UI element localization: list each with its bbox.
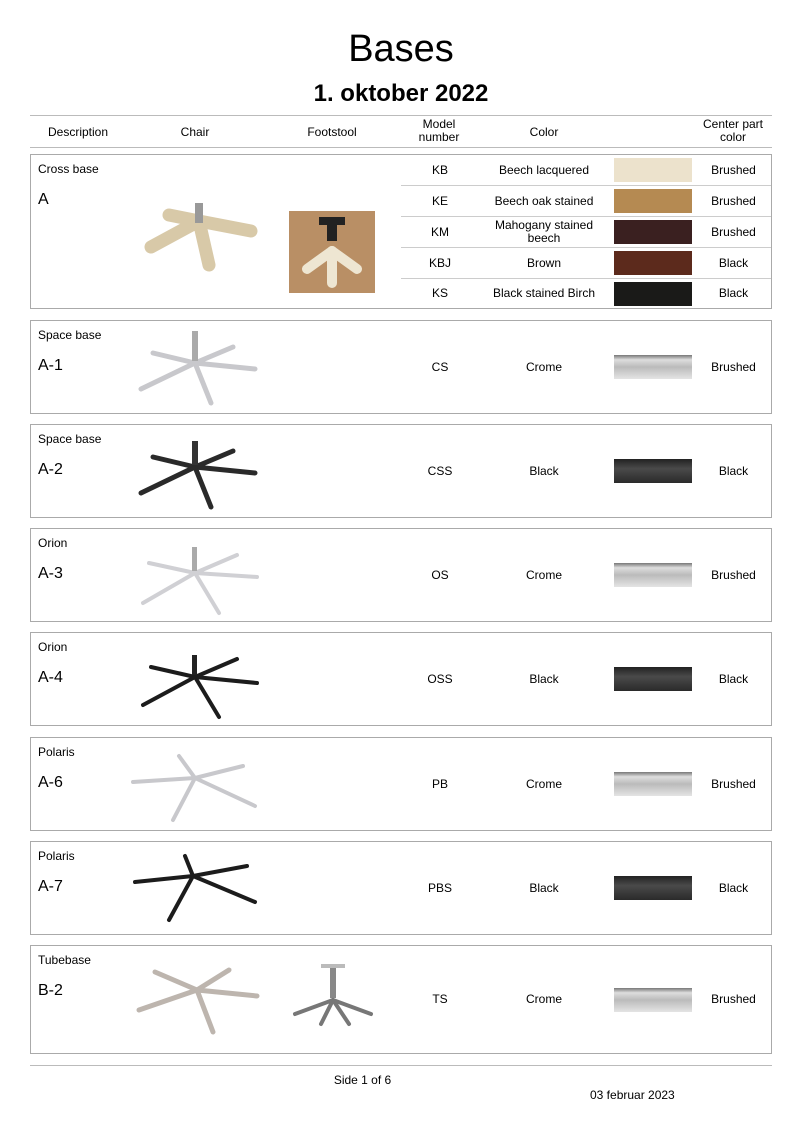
base-section-b-2 xyxy=(30,945,772,1054)
center-part-color: Black xyxy=(718,671,749,686)
base-section-a xyxy=(30,154,772,309)
page-number: Side 1 of 6 xyxy=(333,1073,392,1087)
section-label: Cross base xyxy=(38,162,99,176)
product-row xyxy=(401,842,771,934)
section-code: B-2 xyxy=(38,982,63,999)
base-section-a-4 xyxy=(30,632,772,726)
section-label: Orion xyxy=(38,536,68,550)
center-part-color: Black xyxy=(718,463,749,478)
color-name: Beech lacquered xyxy=(498,162,590,177)
model-number: KM xyxy=(431,224,449,239)
header-bottom-rule xyxy=(30,147,772,148)
product-row xyxy=(401,248,771,279)
color-swatch xyxy=(614,563,692,587)
center-part-color: Brushed xyxy=(711,359,756,374)
model-number: KB xyxy=(431,162,448,177)
center-part-color: Brushed xyxy=(711,567,756,582)
color-swatch xyxy=(614,282,692,306)
color-swatch xyxy=(614,158,692,182)
section-label: Polaris xyxy=(38,849,75,863)
color-swatch xyxy=(614,459,692,483)
model-number: KE xyxy=(431,193,448,208)
center-part-color: Brushed xyxy=(711,162,756,177)
model-number: TS xyxy=(432,992,448,1006)
col-center-part-color: Center part color xyxy=(702,117,764,144)
column-header xyxy=(30,116,772,150)
col-color: Color xyxy=(529,125,559,139)
color-name: Black xyxy=(529,880,559,895)
product-row xyxy=(401,529,771,621)
product-row xyxy=(401,155,771,186)
section-label: Orion xyxy=(38,640,68,654)
product-row xyxy=(401,279,771,308)
model-number: KS xyxy=(431,286,448,300)
section-code: A-3 xyxy=(38,565,63,582)
model-number: OS xyxy=(431,567,449,582)
section-label: Polaris xyxy=(38,745,75,759)
orion-chrome-image xyxy=(133,543,263,619)
col-description: Description xyxy=(47,125,109,139)
center-part-color: Black xyxy=(718,880,749,895)
product-row xyxy=(401,321,771,413)
color-swatch xyxy=(614,988,692,1012)
footer-date: 03 februar 2023 xyxy=(590,1088,675,1102)
model-number: CSS xyxy=(427,463,453,478)
col-chair: Chair xyxy=(180,125,210,139)
product-row xyxy=(401,633,771,725)
section-label: Space base xyxy=(38,432,102,446)
color-swatch xyxy=(614,876,692,900)
center-part-color: Brushed xyxy=(711,992,756,1006)
base-section-a-6 xyxy=(30,737,772,831)
color-name: Black xyxy=(529,463,559,478)
product-row xyxy=(401,425,771,517)
base-section-a-1 xyxy=(30,320,772,414)
page-title: Bases xyxy=(348,28,454,70)
base-section-a-7 xyxy=(30,841,772,935)
orion-black-image xyxy=(133,647,263,723)
center-part-color: Black xyxy=(718,255,749,270)
tubebase-footstool-image xyxy=(291,964,375,1028)
polaris-chrome-image xyxy=(129,750,263,826)
footer-rule xyxy=(30,1065,772,1066)
color-name: Brown xyxy=(526,255,561,270)
col-footstool: Footstool xyxy=(307,125,357,139)
model-number: OSS xyxy=(427,671,453,686)
tubebase-chair-image xyxy=(133,962,263,1038)
section-code: A-7 xyxy=(38,878,63,895)
product-row xyxy=(401,946,771,1053)
center-part-color: Brushed xyxy=(711,776,756,791)
center-part-color: Black xyxy=(718,286,749,300)
center-part-color: Brushed xyxy=(711,193,756,208)
color-name: Black xyxy=(529,671,559,686)
section-code: A-1 xyxy=(38,357,63,374)
color-swatch xyxy=(614,251,692,275)
model-number: KBJ xyxy=(428,255,451,270)
section-code: A-4 xyxy=(38,669,63,686)
section-code: A-6 xyxy=(38,774,63,791)
space-base-black-image xyxy=(133,431,263,513)
page-subtitle: 1. oktober 2022 xyxy=(313,80,489,107)
product-row xyxy=(401,738,771,830)
product-row xyxy=(401,186,771,217)
color-name: Crome xyxy=(525,776,562,791)
section-label: Space base xyxy=(38,328,102,342)
section-code: A-2 xyxy=(38,461,63,478)
base-section-a-2 xyxy=(30,424,772,518)
cross-base-chair-image xyxy=(139,197,259,273)
color-swatch xyxy=(614,220,692,244)
color-name: Beech oak stained xyxy=(494,193,594,208)
color-swatch xyxy=(614,355,692,379)
model-number: PBS xyxy=(427,880,452,895)
color-swatch xyxy=(614,772,692,796)
color-name: Black stained Birch xyxy=(492,286,596,300)
section-code: A xyxy=(38,191,49,208)
product-row xyxy=(401,217,771,248)
cross-base-footstool-image xyxy=(289,211,375,293)
polaris-black-image xyxy=(131,852,261,928)
space-base-chrome-image xyxy=(133,327,263,409)
color-name: Crome xyxy=(525,359,562,374)
color-swatch xyxy=(614,189,692,213)
color-name: Crome xyxy=(525,567,562,582)
model-number: PB xyxy=(431,776,448,791)
col-model-number: Model number xyxy=(418,117,460,144)
center-part-color: Brushed xyxy=(711,224,756,239)
base-section-a-3 xyxy=(30,528,772,622)
model-number: CS xyxy=(431,359,449,374)
color-swatch xyxy=(614,667,692,691)
color-name: Mahogany stained beech xyxy=(494,218,594,245)
section-label: Tubebase xyxy=(38,953,91,967)
color-name: Crome xyxy=(525,992,562,1006)
